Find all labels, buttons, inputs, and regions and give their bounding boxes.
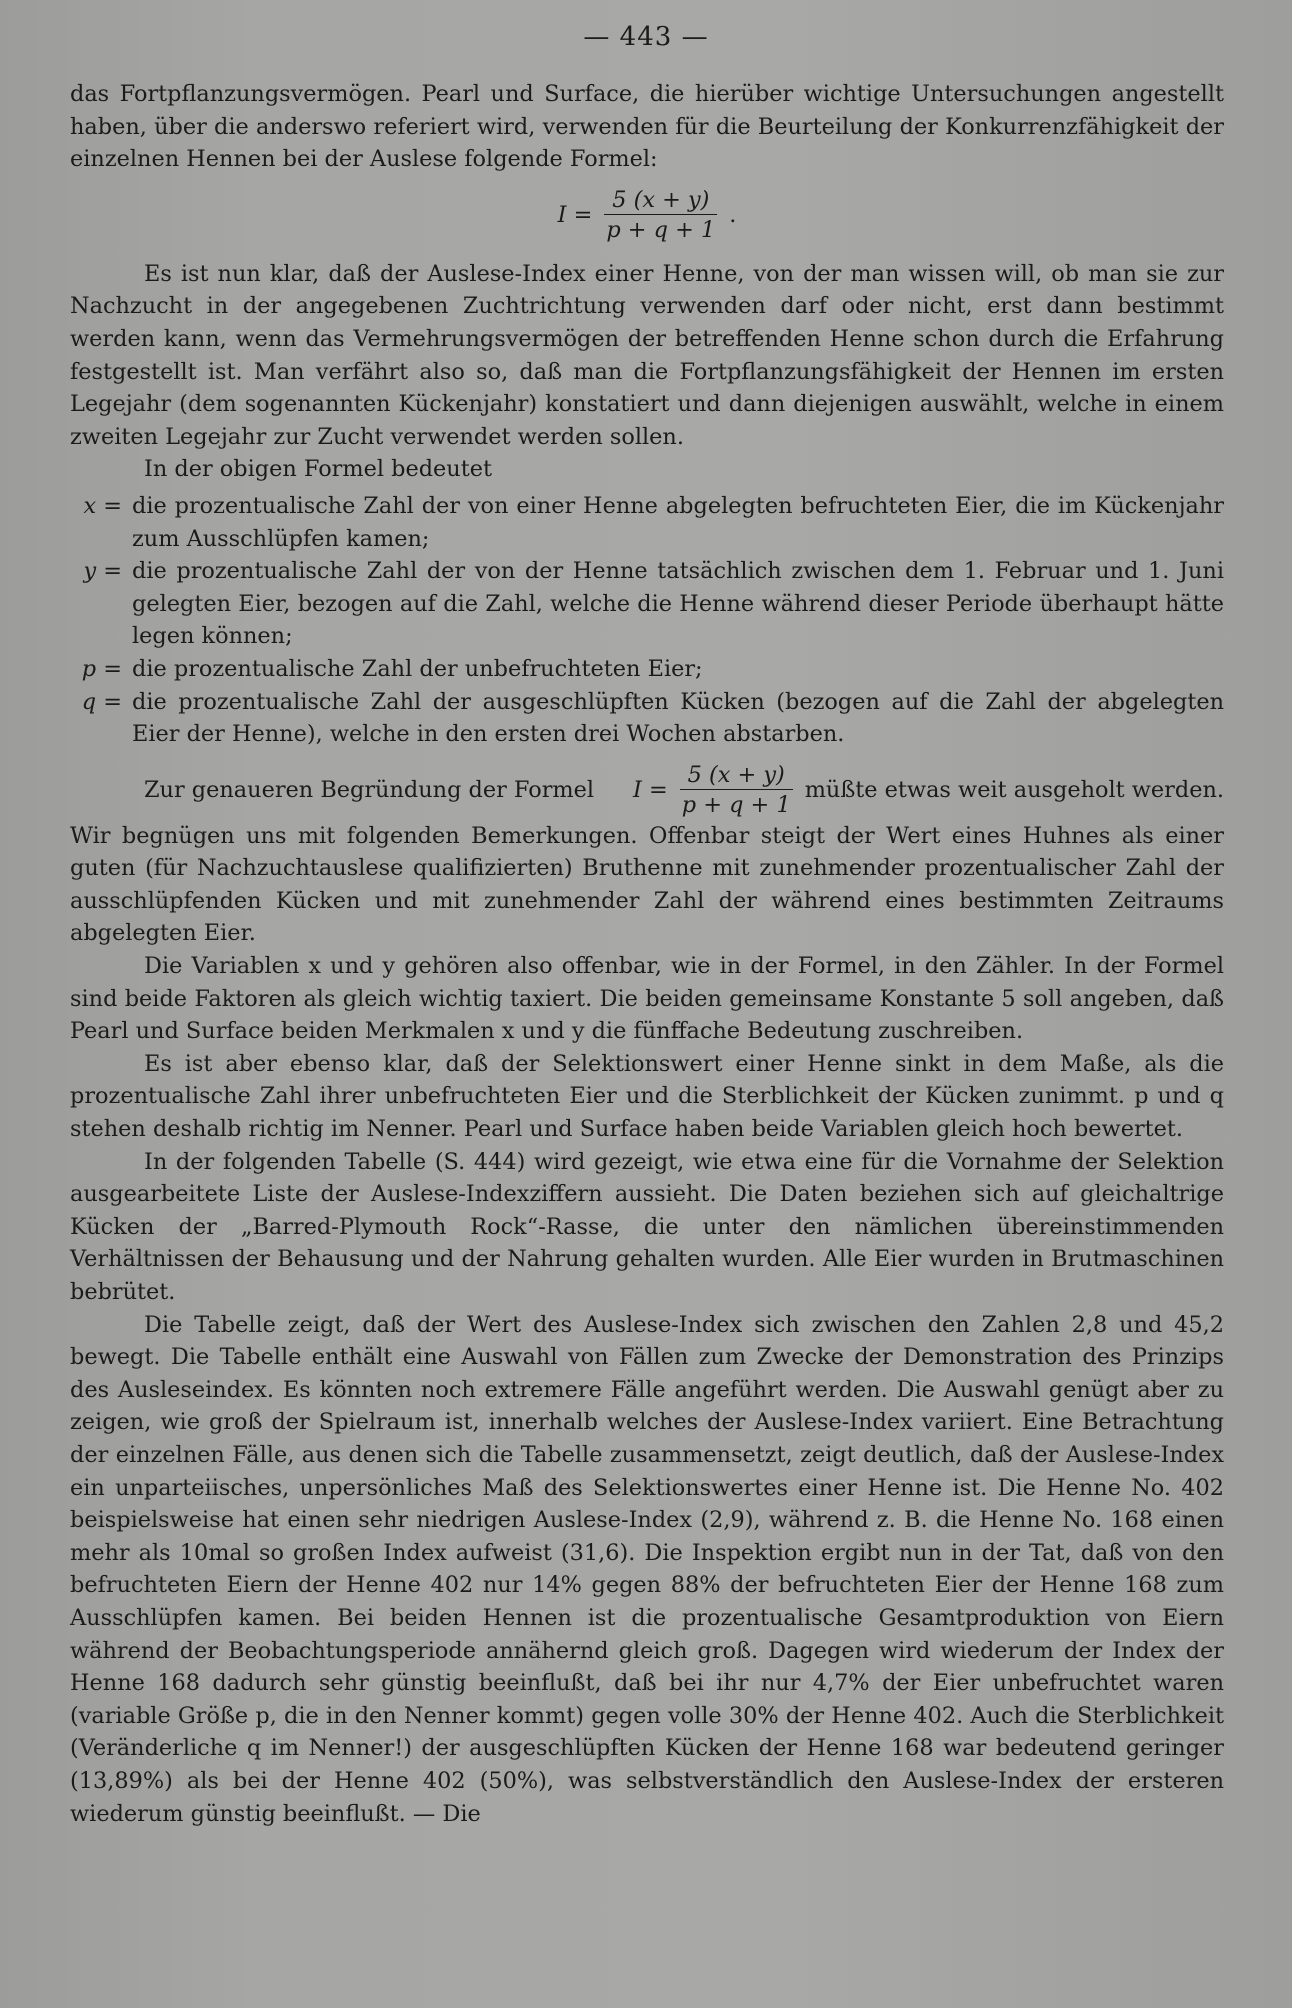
definition-x xyxy=(70,490,1224,555)
definition-var: y = xyxy=(83,558,122,585)
inline-formula-denominator: p + q + 1 xyxy=(681,791,791,818)
definition-text: die prozentualische Zahl der ausgeschlüpften Kücken (bezogen auf die Zahl der abgelegten Eier der Henne), welche in den ersten drei Wochen abstarben. xyxy=(132,688,1224,748)
page-number: — 443 — xyxy=(583,22,709,52)
definition-q xyxy=(70,686,1224,751)
paragraph-3: In der obigen Formel bedeutet xyxy=(144,456,492,483)
definition-text: die prozentualische Zahl der unbefruchteten Eier; xyxy=(132,655,703,682)
inline-formula-numerator: 5 (x + y) xyxy=(680,761,793,790)
paragraph-7: In der folgenden Tabelle (S. 444) wird gezeigt, wie etwa eine für die Vornahme der Selektion ausgearbeitete Liste der Auslese-Indexziffern aussieht. Die Daten beziehen sich auf gleichaltrige Kücken der „Barred-Plymouth Rock“-Rasse, die unter den nämlichen übereinstimmenden Verhältnissen der Behausung und der Nahrung gehalten wurden. Alle Eier wurden in Brutmaschinen bebrütet. xyxy=(70,1148,1224,1305)
paragraph-2: Es ist nun klar, daß der Auslese-Index einer Henne, von der man wissen will, ob man sie zur Nachzucht in der angegebenen Zuchtrichtung verwenden darf oder nicht, erst dann bestimmt werden kann, wenn das Vermehrungsvermögen der betreffenden Henne schon durch die Erfahrung festgestellt ist. Man verfährt also so, daß man die Fortpflanzungsfähigkeit der Hennen im ersten Legejahr (dem sogenannten Kückenjahr) konstatiert und dann diejenigen auswählt, welche in einem zweiten Legejahr zur Zucht verwendet werden sollen. xyxy=(70,260,1224,450)
inline-formula-fraction xyxy=(674,761,799,820)
definition-var: x = xyxy=(83,492,122,519)
paragraph-4-rest: Wir begnügen uns mit folgenden Bemerkungen. Offenbar steigt der Wert eines Huhnes als einer guten (für Nachzuchtauslese qualifizierten) Bruthenne mit zunehmender prozentualischer Zahl der ausschlüpfenden Kücken und mit zunehmender Zahl der während eines bestimmten Zeitraums abgelegten Eier. xyxy=(70,822,1224,947)
formula-numerator: 5 (x + y) xyxy=(604,186,717,215)
formula-denominator: p + q + 1 xyxy=(606,217,716,244)
formula-fraction xyxy=(598,186,723,245)
formula-trail: . xyxy=(729,202,737,229)
definition-var: q = xyxy=(81,688,122,715)
definition-y xyxy=(70,555,1224,653)
paragraph-4-lead: Zur genaueren Begründung der Formel xyxy=(144,776,595,803)
definition-p xyxy=(70,653,1224,686)
display-formula xyxy=(70,184,1224,248)
body-text xyxy=(70,78,1224,1830)
formula-lhs: I = xyxy=(557,202,593,229)
definition-text: die prozentualische Zahl der von einer Henne abgelegten befruchteten Eier, die im Kückenjahr zum Ausschlüpfen kamen; xyxy=(132,492,1224,552)
definition-list xyxy=(70,490,1224,751)
paragraph-8: Die Tabelle zeigt, daß der Wert des Auslese-Index sich zwischen den Zahlen 2,8 und 45,2 bewegt. Die Tabelle enthält eine Auswahl von Fällen zum Zwecke der Demonstration des Prinzips des Ausleseindex. Es könnten noch extremere Fälle angeführt werden. Die Auswahl genügt aber zu zeigen, wie groß der Spielraum ist, innerhalb welches der Auslese-Index variiert. Eine Betrachtung der einzelnen Fälle, aus denen sich die Tabelle zusammensetzt, zeigt deutlich, daß der Auslese-Index ein unparteiisches, unpersönliches Maß des Selektionswertes einer Henne ist. Die Henne No. 402 beispielsweise hat einen sehr niedrigen Auslese-Index (2,9), während z. B. die Henne No. 168 einen mehr als 10mal so großen Index aufweist (31,6). Die Inspektion ergibt nun in der Tat, daß von den befruchteten Eiern der Henne 402 nur 14% gegen 88% der befruchteten Eier der Henne 168 zum Ausschlüpfen kamen. Bei beiden Hennen ist die prozentualische Gesamtproduktion von Eiern während der Beobachtungsperiode annähernd gleich groß. Dagegen wird wiederum der Index der Henne 168 dadurch sehr günstig beeinflußt, daß bei ihr nur 4,7% der Eier unbefruchtet waren (variable Größe p, die in den Nenner kommt) gegen volle 30% der Henne 402. Auch die Sterblichkeit (Veränderliche q im Nenner!) der ausgeschlüpften Kücken der Henne 168 war bedeutend geringer (13,89%) als bei der Henne 402 (50%), was selbstverständlich den Auslese-Index der ersteren wiederum günstig beeinflußt. — Die xyxy=(70,1311,1224,1827)
paragraph-6: Es ist aber ebenso klar, daß der Selektionswert einer Henne sinkt in dem Maße, als die prozentualische Zahl ihrer unbefruchteten Eier und die Sterblichkeit der Kücken zunimmt. p und q stehen deshalb richtig im Nenner. Pearl und Surface haben beide Variablen gleich hoch bewertet. xyxy=(70,1050,1224,1143)
definition-var: p = xyxy=(81,655,122,682)
paragraph-1: das Fortpflanzungsvermögen. Pearl und Surface, die hierüber wichtige Untersuchungen angestellt haben, über die anderswo referiert wird, verwenden für die Beurteilung der Konkurrenzfähigkeit der einzelnen Hennen bei der Auslese folgende Formel: xyxy=(70,81,1224,173)
paragraph-5: Die Variablen x und y gehören also offenbar, wie in der Formel, in den Zähler. In der Formel sind beide Faktoren als gleich wichtig taxiert. Die beiden gemeinsame Konstante 5 soll angeben, daß Pearl und Surface beiden Merkmalen x und y die fünffache Bedeutung zuschreiben. xyxy=(70,953,1224,1045)
inline-formula-lhs: I = xyxy=(633,776,668,803)
paragraph-4-tail: müßte etwas weit ausgeholt werden. xyxy=(804,776,1224,803)
inline-formula-line xyxy=(70,761,1224,820)
definition-text: die prozentualische Zahl der von der Henne tatsächlich zwischen dem 1. Februar und 1. Juni gelegten Eier, bezogen auf die Zahl, welche die Henne während dieser Periode überhaupt hätte legen können; xyxy=(132,558,1224,650)
